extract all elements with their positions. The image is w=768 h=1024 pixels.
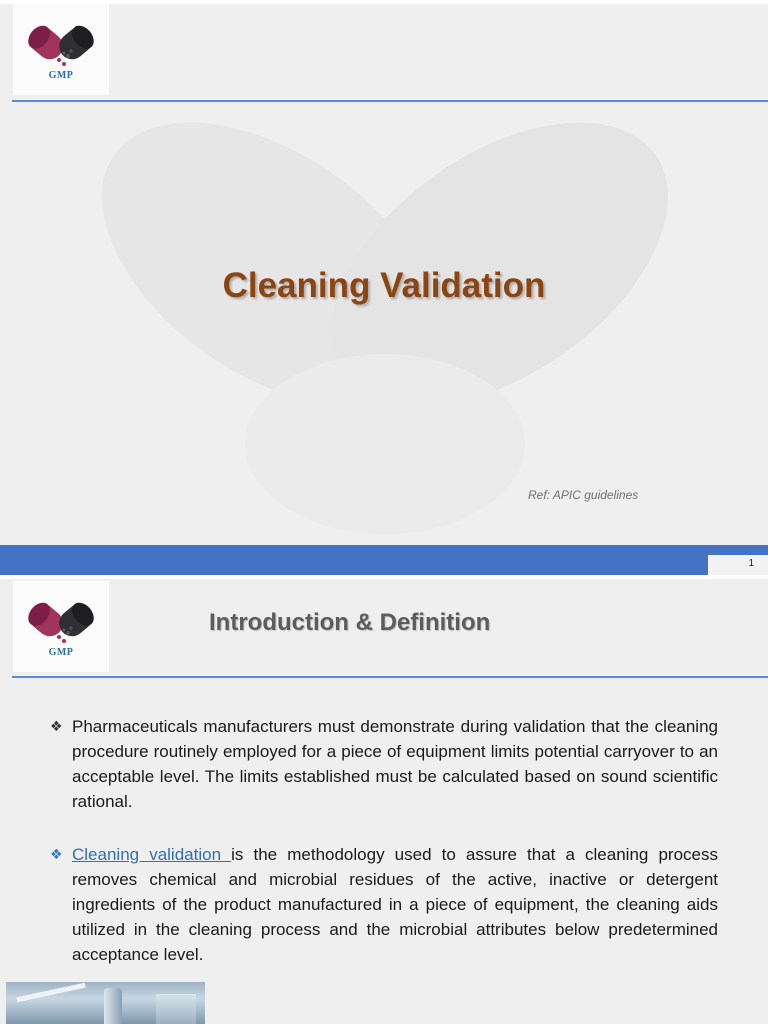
diamond-bullet-icon: ❖ [50, 718, 63, 734]
cleanroom-photo [6, 982, 205, 1024]
page-number: 1 [748, 558, 754, 569]
photo-detail [104, 988, 122, 1024]
photo-detail [16, 983, 86, 1002]
bullet-list [50, 714, 718, 995]
diamond-bullet-icon: ❖ [50, 846, 63, 862]
header-divider [12, 676, 768, 678]
capsule-watermark-icon [60, 114, 710, 544]
slide-title: Introduction & Definition [209, 609, 491, 636]
reference-note: Ref: APIC guidelines [528, 488, 639, 502]
cleaning-validation-link[interactable]: Cleaning validation [72, 845, 232, 864]
list-item [50, 714, 718, 814]
photo-detail [156, 994, 196, 1024]
header-divider [12, 100, 768, 102]
capsule-heart-icon [24, 595, 98, 649]
capsule-heart-icon [24, 18, 98, 72]
content-slide [0, 579, 768, 1024]
logo-text: GMP [48, 70, 74, 81]
page-number-box [708, 555, 768, 575]
gmp-logo [13, 4, 109, 95]
gmp-logo [13, 581, 109, 672]
title-slide [0, 4, 768, 575]
footer-bar [0, 545, 768, 575]
slide-title: Cleaning Validation [222, 266, 546, 305]
bullet-text-rest: is the methodology used to assure that a cleaning process removes chemical and microbial residues of the active, inactive or detergent ingredients of the product manufactured in a piece of equipment, the cleaning aids utilized in the cleaning process and the microbial attributes below predetermined acceptance level. [72, 845, 718, 964]
list-item [50, 842, 718, 967]
logo-text: GMP [48, 647, 74, 658]
bullet-text [72, 842, 718, 967]
bullet-text: Pharmaceuticals manufacturers must demonstrate during validation that the cleaning procedure routinely employed for a piece of equipment limits potential carryover to an acceptable level. The limits established must be calculated based on sound scientific rational. [72, 717, 718, 811]
